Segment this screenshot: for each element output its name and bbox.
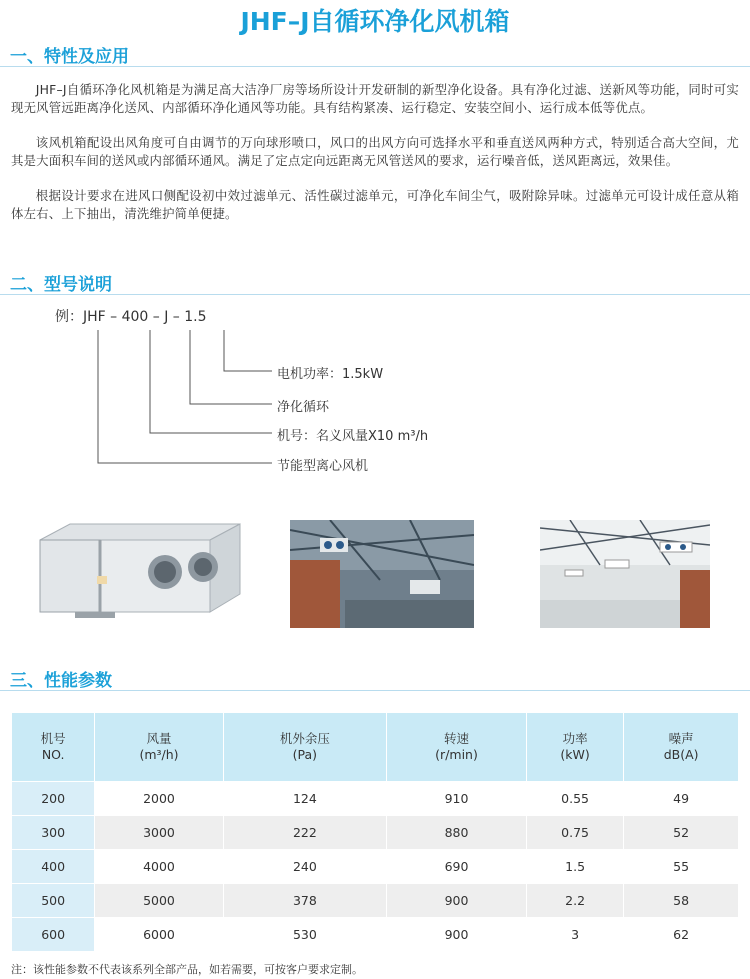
photo-installation-factory bbox=[290, 520, 474, 628]
model-desc-size: 机号：名义风量X10 m³/h bbox=[277, 429, 429, 444]
model-leader-lines bbox=[0, 300, 750, 480]
page-title: JHF–J自循环净化风机箱 bbox=[240, 7, 510, 36]
intro-paragraph: JHF–J自循环净化风机箱是为满足高大洁净厂房等场所设计开发研制的新型净化设备。具有净化过滤、送新风等功能，同时可实现无风管远距离净化送风、内部循环净化通风等功能。具有结构紧凑、运行稳定、安装空间小、运行成本低等优点。 bbox=[11, 82, 739, 115]
cell-airflow: 3000 bbox=[95, 816, 223, 850]
product-photo-unit bbox=[35, 520, 245, 628]
header-unit: (Pa) bbox=[292, 747, 318, 762]
cell-pressure: 124 bbox=[223, 782, 386, 816]
cell-no: 200 bbox=[12, 782, 95, 816]
cell-speed: 900 bbox=[387, 884, 527, 918]
cell-airflow: 4000 bbox=[95, 850, 223, 884]
header-noise bbox=[624, 713, 739, 782]
cell-noise: 62 bbox=[624, 918, 739, 952]
cell-power: 1.5 bbox=[526, 850, 623, 884]
model-desc-purify: 净化循环 bbox=[277, 400, 330, 415]
leader-line-power bbox=[224, 330, 272, 371]
leader-line-fan bbox=[98, 330, 272, 463]
header-label: 风量 bbox=[146, 731, 172, 746]
leader-line-size bbox=[150, 330, 272, 433]
performance-table bbox=[11, 712, 739, 952]
section-divider bbox=[0, 690, 750, 691]
header-unit: NO. bbox=[41, 747, 65, 762]
nozzle-paragraph: 该风机箱配设出风角度可自由调节的万向球形喷口，风口的出风方向可选择水平和垂直送风两种方式，特别适合高大空间，尤其是大面积车间的送风或内部循环通风。满足了定点定向远距离无风管送风的要求，运行噪音低，送风距离远，效果佳。 bbox=[11, 135, 739, 168]
table-row bbox=[12, 918, 739, 952]
header-label: 转速 bbox=[444, 731, 470, 746]
header-power bbox=[526, 713, 623, 782]
table-row bbox=[12, 782, 739, 816]
header-unit: (m³/h) bbox=[139, 747, 179, 762]
cell-power: 3 bbox=[526, 918, 623, 952]
filter-paragraph: 根据设计要求在进风口侧配设初中效过滤单元、活性碳过滤单元，可净化车间尘气，吸附除异味。过滤单元可设计成任意从箱体左右、上下抽出，清洗维护简单便捷。 bbox=[11, 188, 739, 221]
cell-noise: 58 bbox=[624, 884, 739, 918]
table-row bbox=[12, 884, 739, 918]
header-no bbox=[12, 713, 95, 782]
model-example-code: 例：JHF – 400 – J – 1.5 bbox=[55, 309, 207, 325]
header-label: 机号 bbox=[40, 731, 66, 746]
cell-no: 600 bbox=[12, 918, 95, 952]
cell-speed: 910 bbox=[387, 782, 527, 816]
header-pressure bbox=[223, 713, 386, 782]
cell-pressure: 530 bbox=[223, 918, 386, 952]
cell-no: 300 bbox=[12, 816, 95, 850]
header-label: 噪声 bbox=[668, 731, 694, 746]
model-desc-fan: 节能型离心风机 bbox=[277, 459, 369, 474]
cell-noise: 49 bbox=[624, 782, 739, 816]
cell-no: 400 bbox=[12, 850, 95, 884]
cell-noise: 55 bbox=[624, 850, 739, 884]
header-unit: (kW) bbox=[560, 747, 590, 762]
cell-airflow: 6000 bbox=[95, 918, 223, 952]
cell-speed: 690 bbox=[387, 850, 527, 884]
table-row bbox=[12, 850, 739, 884]
cell-pressure: 240 bbox=[223, 850, 386, 884]
section-heading-features: 一、特性及应用 bbox=[10, 47, 129, 67]
cell-pressure: 222 bbox=[223, 816, 386, 850]
cell-power: 2.2 bbox=[526, 884, 623, 918]
cell-speed: 900 bbox=[387, 918, 527, 952]
cell-airflow: 5000 bbox=[95, 884, 223, 918]
cell-pressure: 378 bbox=[223, 884, 386, 918]
cell-airflow: 2000 bbox=[95, 782, 223, 816]
model-code-diagram bbox=[0, 300, 750, 480]
header-label: 功率 bbox=[562, 731, 588, 746]
cell-no: 500 bbox=[12, 884, 95, 918]
model-desc-power: 电机功率：1.5kW bbox=[277, 367, 384, 382]
table-row bbox=[12, 816, 739, 850]
section-divider bbox=[0, 294, 750, 295]
photo-installation-workshop bbox=[540, 520, 710, 628]
header-unit: (r/min) bbox=[435, 747, 478, 762]
leader-line-purify bbox=[190, 330, 272, 404]
header-airflow bbox=[95, 713, 223, 782]
header-label: 机外余压 bbox=[279, 731, 330, 746]
section-heading-performance: 三、性能参数 bbox=[10, 671, 112, 691]
header-unit: dB(A) bbox=[663, 747, 699, 762]
footnote: 注：该性能参数不代表该系列全部产品，如若需要，可按客户要求定制。 bbox=[11, 963, 363, 976]
table-header-row bbox=[12, 713, 739, 782]
cell-power: 0.75 bbox=[526, 816, 623, 850]
cell-power: 0.55 bbox=[526, 782, 623, 816]
header-speed bbox=[387, 713, 527, 782]
section-heading-model: 二、型号说明 bbox=[10, 275, 112, 295]
cell-speed: 880 bbox=[387, 816, 527, 850]
cell-noise: 52 bbox=[624, 816, 739, 850]
section-divider bbox=[0, 66, 750, 67]
